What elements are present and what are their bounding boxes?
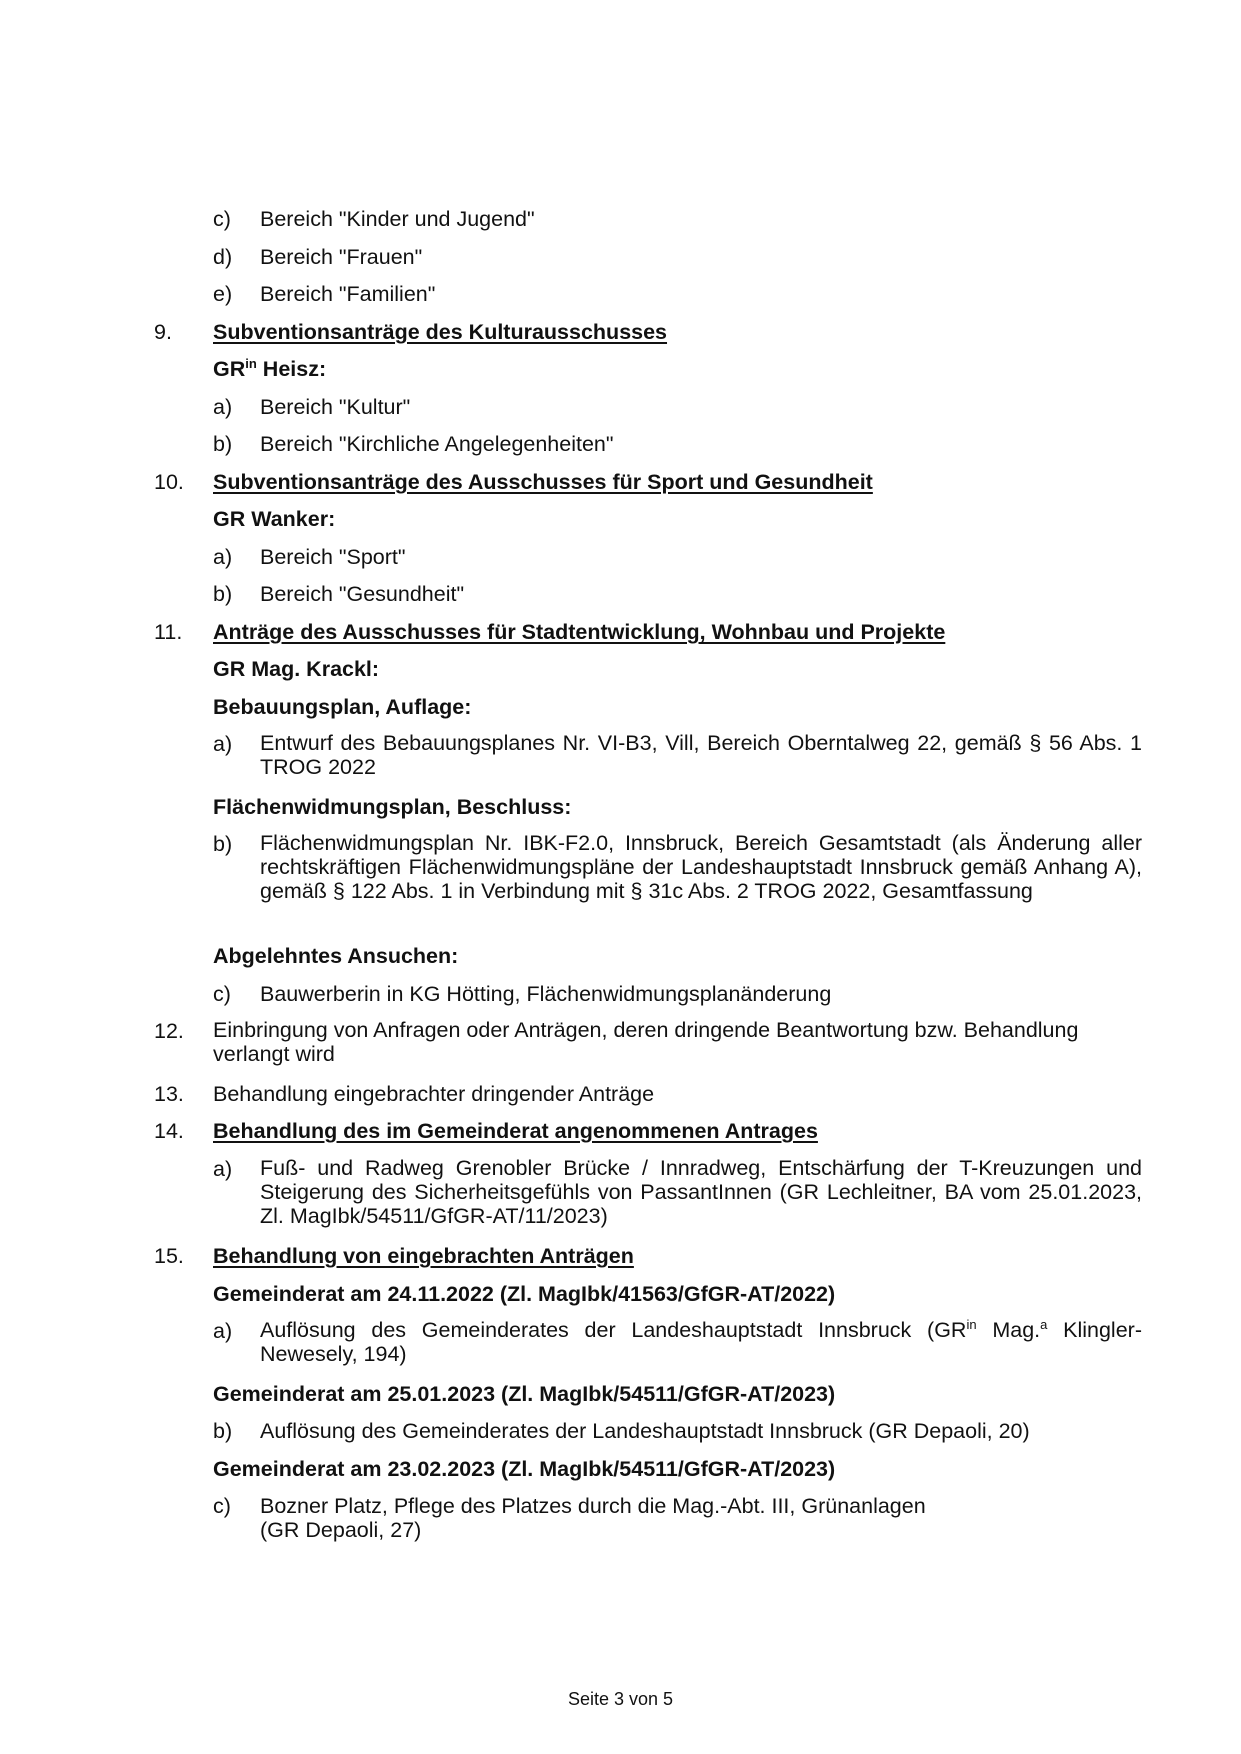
page-footer: Seite 3 von 5 (567, 1689, 674, 1709)
item-text: Bereich "Frauen" (260, 245, 423, 269)
item-text-post: Klingler-Newesely, 194) (260, 1318, 1142, 1366)
subheading: Abgelehntes Ansuchen: (213, 944, 459, 968)
item-text: Bauwerberin in KG Hötting, Flächenwidmungsplanänderung (260, 982, 832, 1006)
rapporteur-prefix: GR (213, 357, 246, 381)
section-number: 13. (154, 1082, 184, 1106)
item-label: a) (213, 1157, 233, 1181)
section-number: 14. (154, 1119, 184, 1143)
item-text-pre: Auflösung des Gemeinderates der Landeshauptstadt Innsbruck (GR (260, 1318, 967, 1342)
rapporteur-name: Heisz: (256, 357, 327, 381)
item-label: a) (213, 545, 233, 569)
item-label: a) (213, 1319, 233, 1343)
item-text-sup1: in (966, 1317, 977, 1332)
subheading: Flächenwidmungsplan, Beschluss: (213, 795, 572, 819)
item-label: d) (213, 245, 233, 269)
subheading: Gemeinderat am 24.11.2022 (Zl. MagIbk/41563/GfGR-AT/2022) (213, 1282, 836, 1306)
section-text: Behandlung eingebrachter dringender Anträge (213, 1082, 655, 1106)
subheading: Gemeinderat am 25.01.2023 (Zl. MagIbk/54511/GfGR-AT/2023) (213, 1382, 836, 1406)
item-text: Flächenwidmungsplan Nr. IBK-F2.0, Innsbruck, Bereich Gesamtstadt (als Änderung aller rechtskräftigen Flächenwidmungspläne der Landeshauptstadt Innsbruck gemäß Anhang A), gemäß § 122 Abs. 1 in Verbindung mit § 31c Abs. 2 TROG 2022, Gesamtfassung (260, 831, 1142, 903)
section-number: 15. (154, 1244, 184, 1268)
section-number: 11. (154, 620, 183, 644)
item-text (260, 1318, 1142, 1366)
rapporteur: GR Wanker: (213, 507, 336, 531)
subheading: Bebauungsplan, Auflage: (213, 695, 472, 719)
subheading: Gemeinderat am 23.02.2023 (Zl. MagIbk/54511/GfGR-AT/2023) (213, 1457, 836, 1481)
item-text: Bereich "Familien" (260, 282, 436, 306)
item-text: Entwurf des Bebauungsplanes Nr. VI-B3, Vill, Bereich Oberntalweg 22, gemäß § 56 Abs. 1 TROG 2022 (260, 731, 1142, 779)
item-label: b) (213, 432, 233, 456)
section-title: Behandlung von eingebrachten Anträgen (213, 1244, 634, 1268)
section-title: Subventionsanträge des Kulturausschusses (213, 320, 668, 344)
item-text: Bereich "Kinder und Jugend" (260, 207, 535, 231)
item-text-line2: (GR Depaoli, 27) (260, 1518, 422, 1542)
item-text: Bereich "Sport" (260, 545, 406, 569)
section-number: 9. (154, 320, 172, 344)
item-text: Bereich "Kirchliche Angelegenheiten" (260, 432, 614, 456)
item-text: Auflösung des Gemeinderates der Landeshauptstadt Innsbruck (GR Depaoli, 20) (260, 1419, 1030, 1443)
item-label: e) (213, 282, 233, 306)
section-number: 12. (154, 1019, 184, 1043)
item-label: a) (213, 395, 233, 419)
item-text: Bereich "Gesundheit" (260, 582, 465, 606)
item-text-line1: Bozner Platz, Pflege des Platzes durch die Mag.-Abt. III, Grünanlagen (260, 1494, 926, 1518)
item-label: b) (213, 582, 233, 606)
section-title: Anträge des Ausschusses für Stadtentwicklung, Wohnbau und Projekte (213, 620, 946, 644)
section-title: Subventionsanträge des Ausschusses für Sport und Gesundheit (213, 470, 873, 494)
item-text: Bereich "Kultur" (260, 395, 411, 419)
item-text-mid: Mag. (976, 1318, 1041, 1342)
item-text: Fuß- und Radweg Grenobler Brücke / Innradweg, Entschärfung der T-Kreuzungen und Steigerung des Sicherheitsgefühls von PassantInnen (GR Lechleitner, BA vom 25.01.2023, Zl. MagIbk/54511/GfGR-AT/11/2023) (260, 1156, 1142, 1228)
item-label: b) (213, 832, 233, 856)
section-title: Behandlung des im Gemeinderat angenommenen Antrages (213, 1119, 818, 1143)
item-label: c) (213, 207, 231, 231)
item-label: a) (213, 732, 233, 756)
item-text-sup2: a (1040, 1317, 1048, 1332)
rapporteur-sup: in (245, 356, 257, 371)
section-number: 10. (154, 470, 184, 494)
section-text: Einbringung von Anfragen oder Anträgen, deren dringende Beantwortung bzw. Behandlung verlangt wird (213, 1018, 1079, 1066)
item-label: c) (213, 982, 231, 1006)
item-label: b) (213, 1419, 233, 1443)
rapporteur (213, 356, 326, 382)
rapporteur: GR Mag. Krackl: (213, 657, 380, 681)
item-label: c) (213, 1494, 231, 1518)
